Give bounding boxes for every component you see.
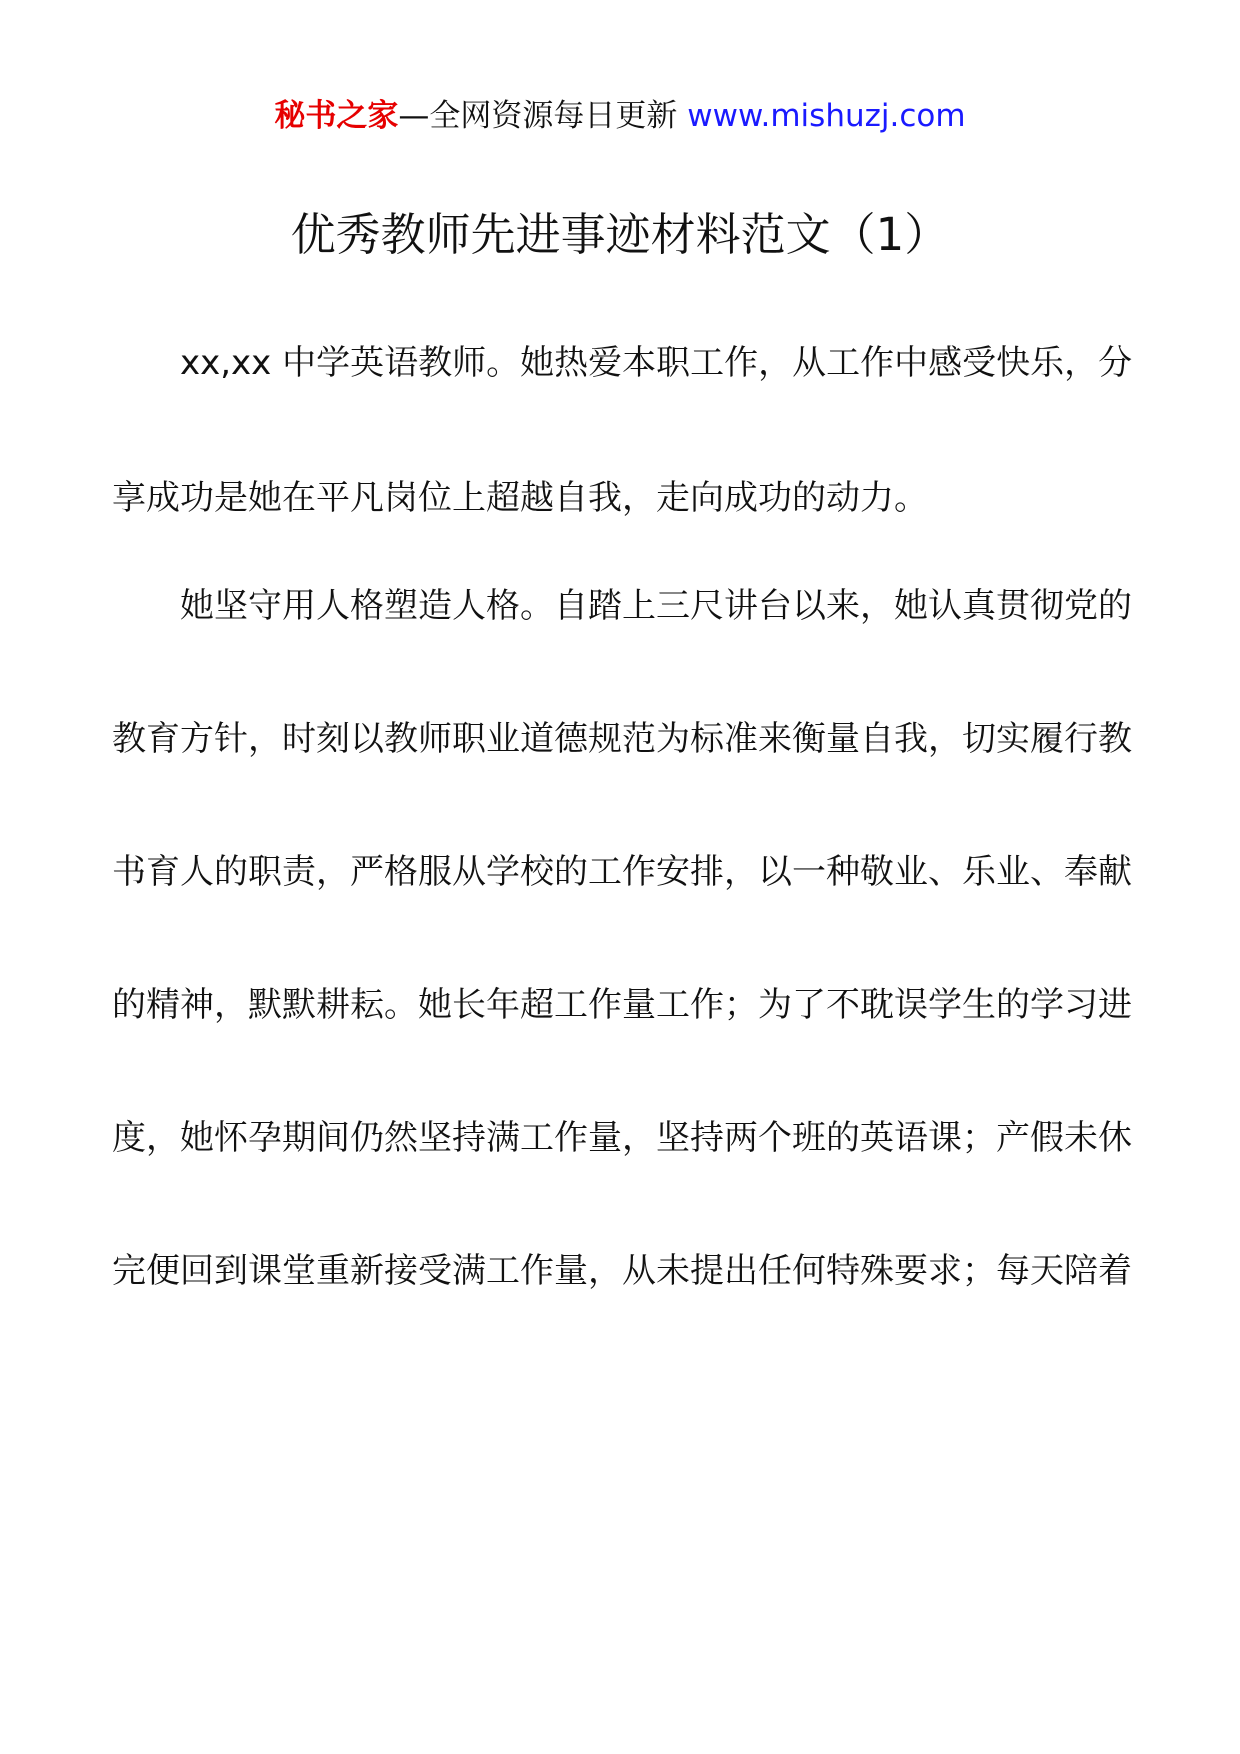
paragraph-2-line-1: 她坚守用人格塑造人格。自踏上三尺讲台以来，她认真贯彻党的 <box>180 586 1132 626</box>
document-title: 优秀教师先进事迹材料范文（1） <box>290 208 950 261</box>
paragraph-2-line-3: 书育人的职责，严格服从学校的工作安排，以一种敬业、乐业、奉献 <box>112 852 1132 892</box>
paragraph-1-line-1: xx,xx 中学英语教师。她热爱本职工作，从工作中感受快乐，分 <box>180 343 1133 383</box>
site-slogan: —全网资源每日更新 <box>398 98 678 134</box>
site-header <box>0 96 1240 136</box>
paragraph-2-line-2: 教育方针，时刻以教师职业道德规范为标准来衡量自我，切实履行教 <box>112 719 1132 759</box>
paragraph-1-line-2: 享成功是她在平凡岗位上超越自我，走向成功的动力。 <box>112 478 928 518</box>
site-brand[interactable]: 秘书之家 <box>274 98 399 134</box>
paragraph-2-line-4: 的精神，默默耕耘。她长年超工作量工作；为了不耽误学生的学习进 <box>112 985 1132 1025</box>
paragraph-2-line-6: 完便回到课堂重新接受满工作量，从未提出任何特殊要求；每天陪着 <box>112 1251 1132 1291</box>
site-url-link[interactable]: www.mishuzj.com <box>687 98 966 134</box>
paragraph-2-line-5: 度，她怀孕期间仍然坚持满工作量，坚持两个班的英语课；产假未休 <box>112 1118 1132 1158</box>
